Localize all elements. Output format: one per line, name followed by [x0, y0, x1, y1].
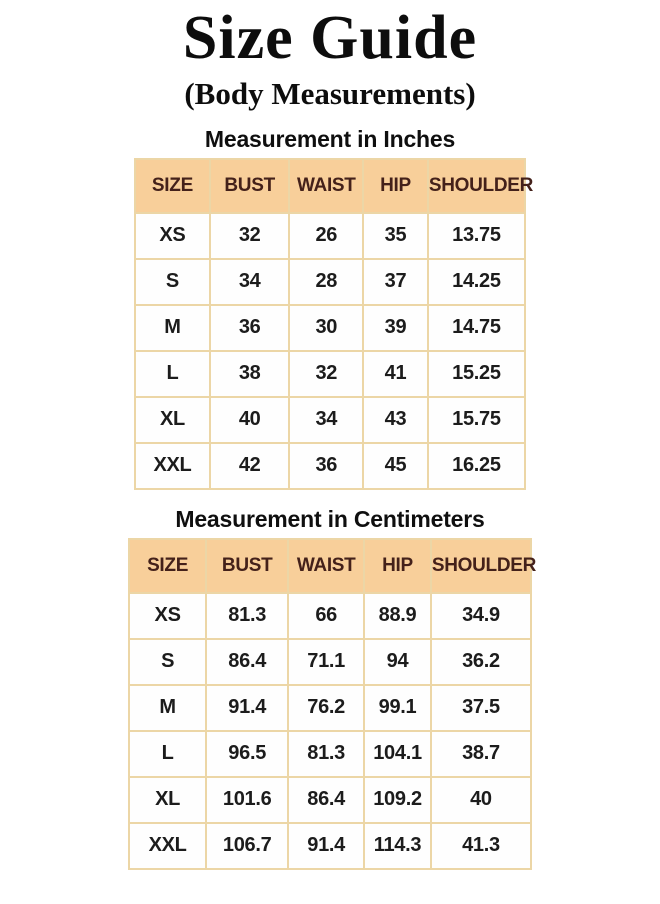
size-cell: S	[135, 259, 210, 305]
column-header-hip: HIP	[364, 539, 431, 593]
size-cell: L	[135, 351, 210, 397]
table-cell: 76.2	[288, 685, 364, 731]
table-cell: 91.4	[288, 823, 364, 869]
table-cell: 36	[289, 443, 363, 489]
table-cell: 41	[363, 351, 428, 397]
size-cell: XXL	[135, 443, 210, 489]
table-cell: 37.5	[431, 685, 531, 731]
table-cell: 36.2	[431, 639, 531, 685]
table-cell: 104.1	[364, 731, 431, 777]
table-cell: 88.9	[364, 593, 431, 639]
table-row	[129, 685, 531, 731]
table-cell: 28	[289, 259, 363, 305]
size-cell: XXL	[129, 823, 206, 869]
column-header-hip: HIP	[363, 159, 428, 213]
table-row	[129, 639, 531, 685]
table-cell: 114.3	[364, 823, 431, 869]
table-cell: 94	[364, 639, 431, 685]
size-cell: XS	[129, 593, 206, 639]
table-cell: 99.1	[364, 685, 431, 731]
table-cell: 38	[210, 351, 290, 397]
column-header-shoulder: SHOULDER	[428, 159, 525, 213]
table-row	[129, 777, 531, 823]
table-cell: 101.6	[206, 777, 288, 823]
inches-table-caption: Measurement in Inches	[204, 126, 456, 153]
table-cell: 86.4	[206, 639, 288, 685]
table-cell: 15.75	[428, 397, 525, 443]
size-cell: XL	[129, 777, 206, 823]
column-header-waist: WAIST	[288, 539, 364, 593]
size-cell: XS	[135, 213, 210, 259]
table-row	[135, 259, 525, 305]
page-subtitle: (Body Measurements)	[184, 76, 476, 112]
page-title: Size Guide	[182, 4, 478, 72]
table-row	[135, 305, 525, 351]
table-cell: 39	[363, 305, 428, 351]
table-cell: 38.7	[431, 731, 531, 777]
table-cell: 34	[210, 259, 290, 305]
table-cell: 35	[363, 213, 428, 259]
table-cell: 36	[210, 305, 290, 351]
table-row	[135, 443, 525, 489]
table-cell: 109.2	[364, 777, 431, 823]
inches-table	[134, 158, 534, 490]
table-cell: 14.75	[428, 305, 525, 351]
table-cell: 37	[363, 259, 428, 305]
size-cell: S	[129, 639, 206, 685]
table-cell: 71.1	[288, 639, 364, 685]
table-cell: 26	[289, 213, 363, 259]
table-cell: 34.9	[431, 593, 531, 639]
table-cell: 81.3	[206, 593, 288, 639]
table-cell: 42	[210, 443, 290, 489]
header-row	[135, 159, 525, 213]
table-row	[135, 213, 525, 259]
table-cell: 81.3	[288, 731, 364, 777]
table-row	[135, 397, 525, 443]
size-cell: XL	[135, 397, 210, 443]
table-cell: 14.25	[428, 259, 525, 305]
table-cell: 13.75	[428, 213, 525, 259]
table-cell: 32	[210, 213, 290, 259]
centimeters-table-caption: Measurement in Centimeters	[175, 506, 485, 533]
table-cell: 45	[363, 443, 428, 489]
table-row	[129, 593, 531, 639]
size-cell: L	[129, 731, 206, 777]
table-cell: 40	[210, 397, 290, 443]
table-cell: 66	[288, 593, 364, 639]
header-row	[129, 539, 531, 593]
size-cell: M	[135, 305, 210, 351]
table-cell: 30	[289, 305, 363, 351]
table-cell: 15.25	[428, 351, 525, 397]
table-cell: 43	[363, 397, 428, 443]
table-row	[129, 731, 531, 777]
table-row	[129, 823, 531, 869]
table-cell: 91.4	[206, 685, 288, 731]
table-cell: 41.3	[431, 823, 531, 869]
column-header-size: SIZE	[129, 539, 206, 593]
column-header-waist: WAIST	[289, 159, 363, 213]
table-cell: 106.7	[206, 823, 288, 869]
table-cell: 16.25	[428, 443, 525, 489]
table-cell: 86.4	[288, 777, 364, 823]
size-cell: M	[129, 685, 206, 731]
table-cell: 96.5	[206, 731, 288, 777]
table-cell: 40	[431, 777, 531, 823]
column-header-bust: BUST	[210, 159, 290, 213]
column-header-shoulder: SHOULDER	[431, 539, 531, 593]
table-cell: 32	[289, 351, 363, 397]
column-header-size: SIZE	[135, 159, 210, 213]
centimeters-table	[128, 538, 537, 870]
column-header-bust: BUST	[206, 539, 288, 593]
table-row	[135, 351, 525, 397]
table-cell: 34	[289, 397, 363, 443]
